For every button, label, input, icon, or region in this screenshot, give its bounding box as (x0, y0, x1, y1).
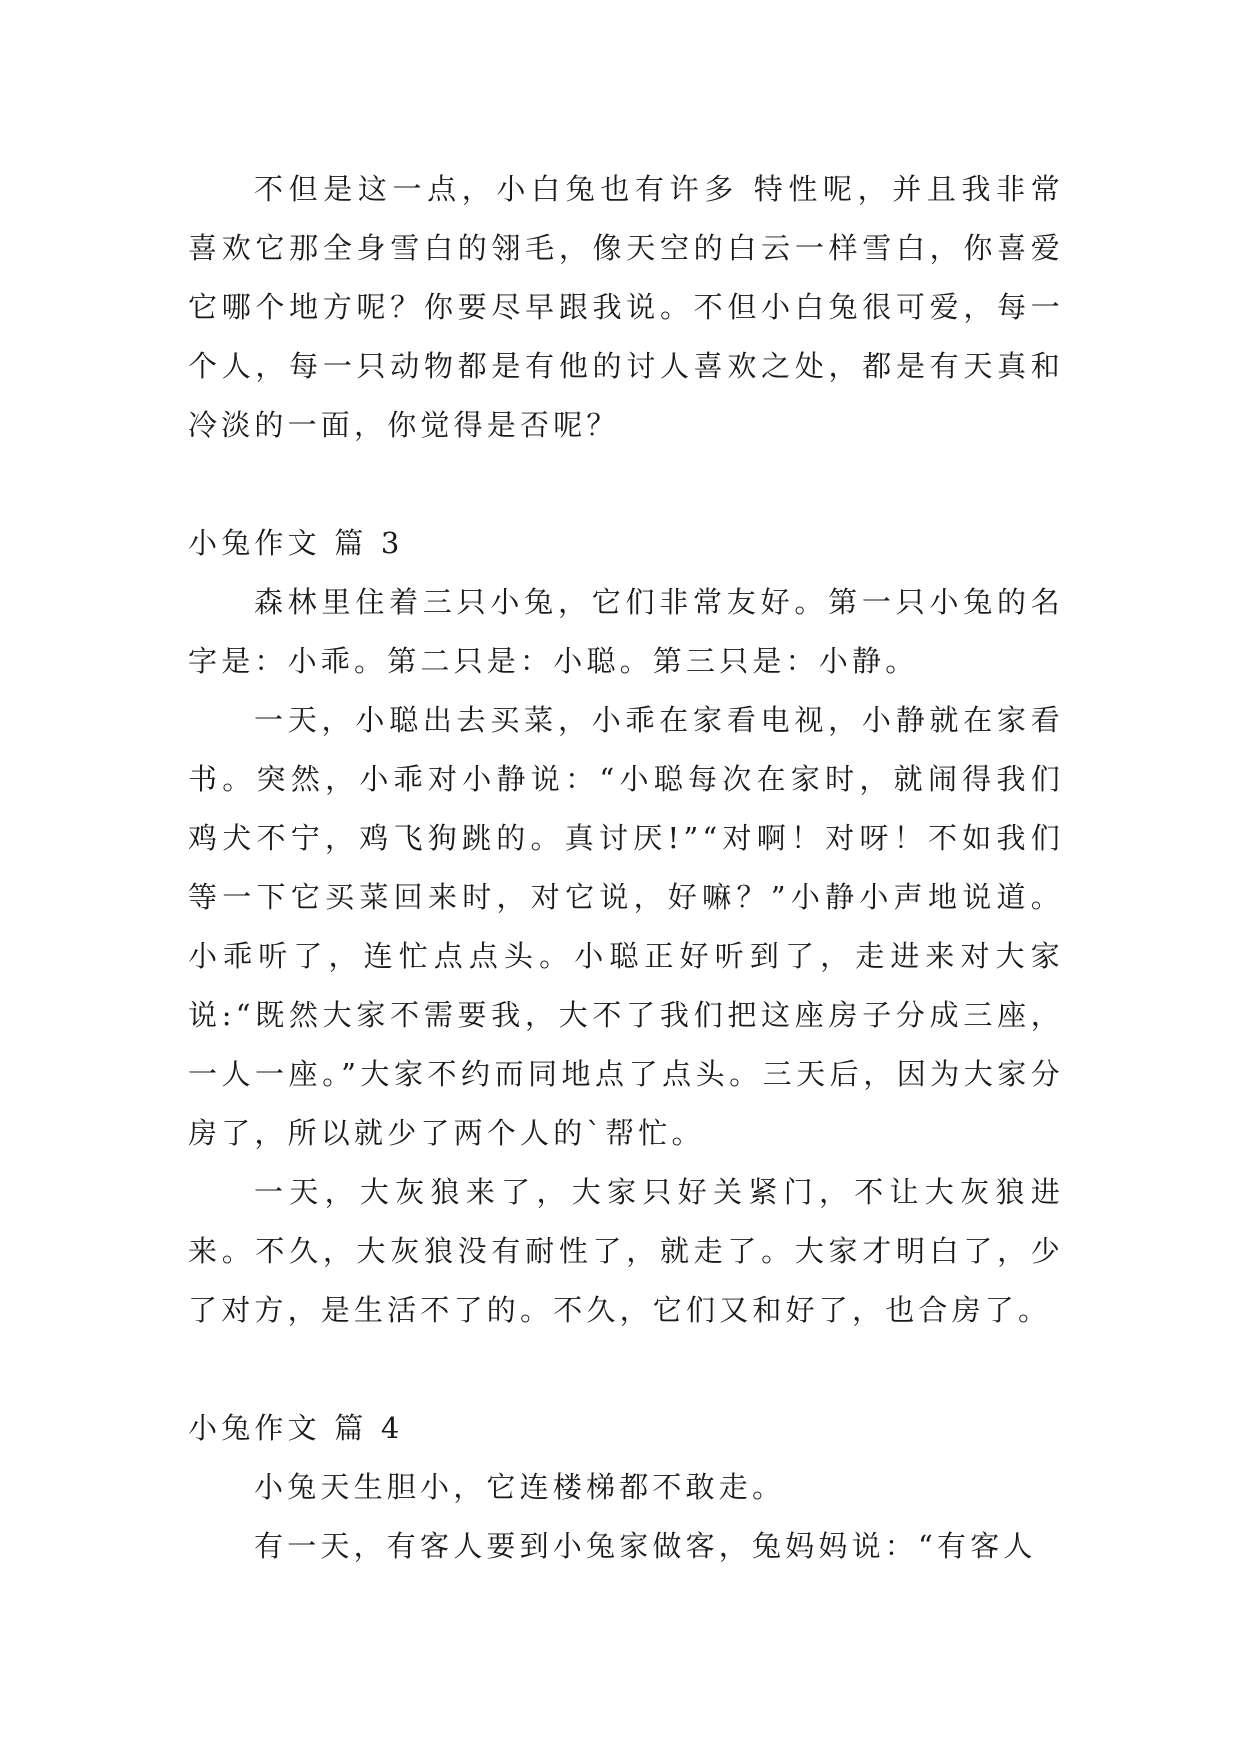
paragraph: 一天，小聪出去买菜，小乖在家看电视，小静就在家看书。突然，小乖对小静说：“小聪每次在家时，就闹得我们鸡犬不宁，鸡飞狗跳的。真讨厌!”“对啊！对呀！不如我们等一下它买菜回来时，对它说，好嘛？”小静小声地说道。小乖听了，连忙点点头。小聪正好听到了，走进来对大家说:“既然大家不需要我，大不了我们把这座房子分成三座，一人一座。”大家不约而同地点了点头。三天后，因为大家分房了，所以就少了两个人的`帮忙。 (188, 703, 1064, 1150)
section-heading-4: 小兔作文 篇 4 (188, 1411, 404, 1445)
paragraph: 小兔天生胆小，它连楼梯都不敢走。 (254, 1470, 786, 1504)
paragraph: 不但是这一点，小白兔也有许多 特性呢，并且我非常喜欢它那全身雪白的翎毛，像天空的白云一样雪白，你喜爱它哪个地方呢？你要尽早跟我说。不但小白兔很可爱，每一个人，每一只动物都是有他的讨人喜欢之处，都是有天真和冷淡的一面，你觉得是否呢？ (188, 172, 1064, 442)
paragraph: 森林里住着三只小兔，它们非常友好。第一只小兔的名字是：小乖。第二只是：小聪。第三只是：小静。 (188, 585, 1064, 678)
section-gap (188, 455, 1064, 514)
section-heading-3: 小兔作文 篇 3 (188, 526, 404, 560)
paragraph: 一天，大灰狼来了，大家只好关紧门，不让大灰狼进来。不久，大灰狼没有耐性了，就走了。大家才明白了，少了对方，是生活不了的。不久，它们又和好了，也合房了。 (188, 1175, 1064, 1327)
paragraph: 有一天，有客人要到小兔家做客，兔妈妈说：“有客人 (254, 1529, 1037, 1563)
section-gap (188, 1340, 1064, 1399)
document-page (188, 160, 1064, 1576)
